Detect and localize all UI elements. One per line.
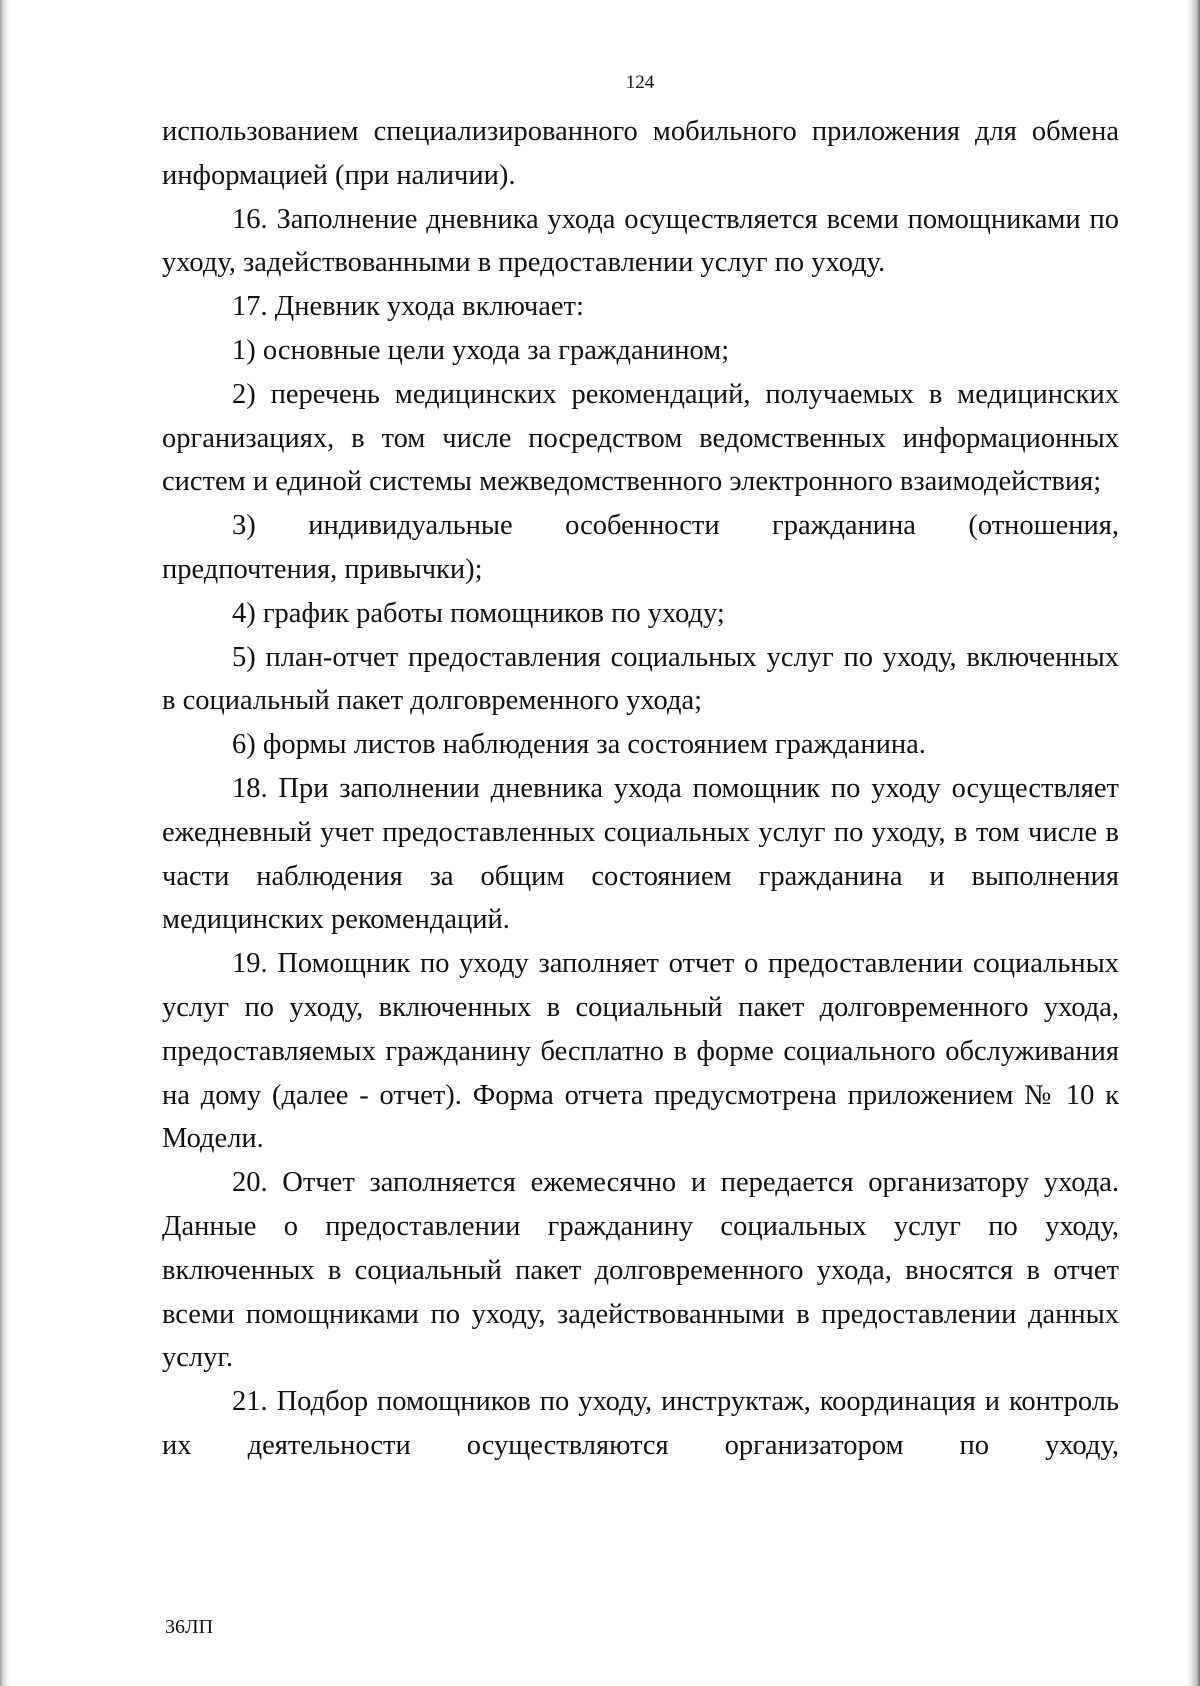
paragraph-21: 21. Подбор помощников по уходу, инструктаж, координация и контроль их деятельности осуществляются организатором по уходу,	[162, 1386, 1119, 1461]
document-body	[162, 110, 1119, 1468]
list-item-5: 5) план-отчет предоставления социальных услуг по уходу, включенных в социальный пакет долговременного ухода;	[162, 641, 1119, 717]
list-item-1: 1) основные цели ухода за гражданином;	[232, 334, 730, 366]
paragraph-19: 19. Помощник по уходу заполняет отчет о предоставлении социальных услуг по уходу, включенных в социальный пакет долговременного ухода, предоставляемых гражданину бесплатно в форме социального обслуживания на дому (далее - отчет). Форма отчета предусмотрена приложением № 10 к Модели.	[162, 948, 1119, 1155]
page-number: 124	[625, 72, 655, 93]
list-item-3: 3) индивидуальные особенности гражданина (отношения, предпочтения, привычки);	[162, 510, 1119, 585]
scan-edge-left	[0, 0, 10, 1686]
document-code: 36ЛП	[165, 1616, 214, 1638]
paragraph-17: 17. Дневник ухода включает:	[232, 291, 584, 323]
list-item-2: 2) перечень медицинских рекомендаций, получаемых в медицинских организациях, в том числе посредством ведомственных информационных систем и единой системы межведомственного электронного взаимодействия;	[162, 378, 1119, 498]
scan-edge-right	[1186, 0, 1200, 1686]
paragraph-16: 16. Заполнение дневника ухода осуществляется всеми помощниками по уходу, задействованными в предоставлении услуг по уходу.	[162, 203, 1119, 279]
list-item-4: 4) график работы помощников по уходу;	[232, 597, 725, 629]
paragraph-continuation: использованием специализированного мобильного приложения для обмена информацией (при наличии).	[162, 116, 1119, 191]
list-item-6: 6) формы листов наблюдения за состоянием гражданина.	[232, 729, 926, 761]
paragraph-20: 20. Отчет заполняется ежемесячно и передается организатору ухода. Данные о предоставлении гражданину социальных услуг по уходу, включенных в социальный пакет долговременного ухода, вносятся в отчет всеми помощниками по уходу, задействованными в предоставлении данных услуг.	[162, 1167, 1119, 1374]
paragraph-18: 18. При заполнении дневника ухода помощник по уходу осуществляет ежедневный учет предоставленных социальных услуг по уходу, в том числе в части наблюдения за общим состоянием гражданина и выполнения медицинских рекомендаций.	[162, 772, 1119, 936]
